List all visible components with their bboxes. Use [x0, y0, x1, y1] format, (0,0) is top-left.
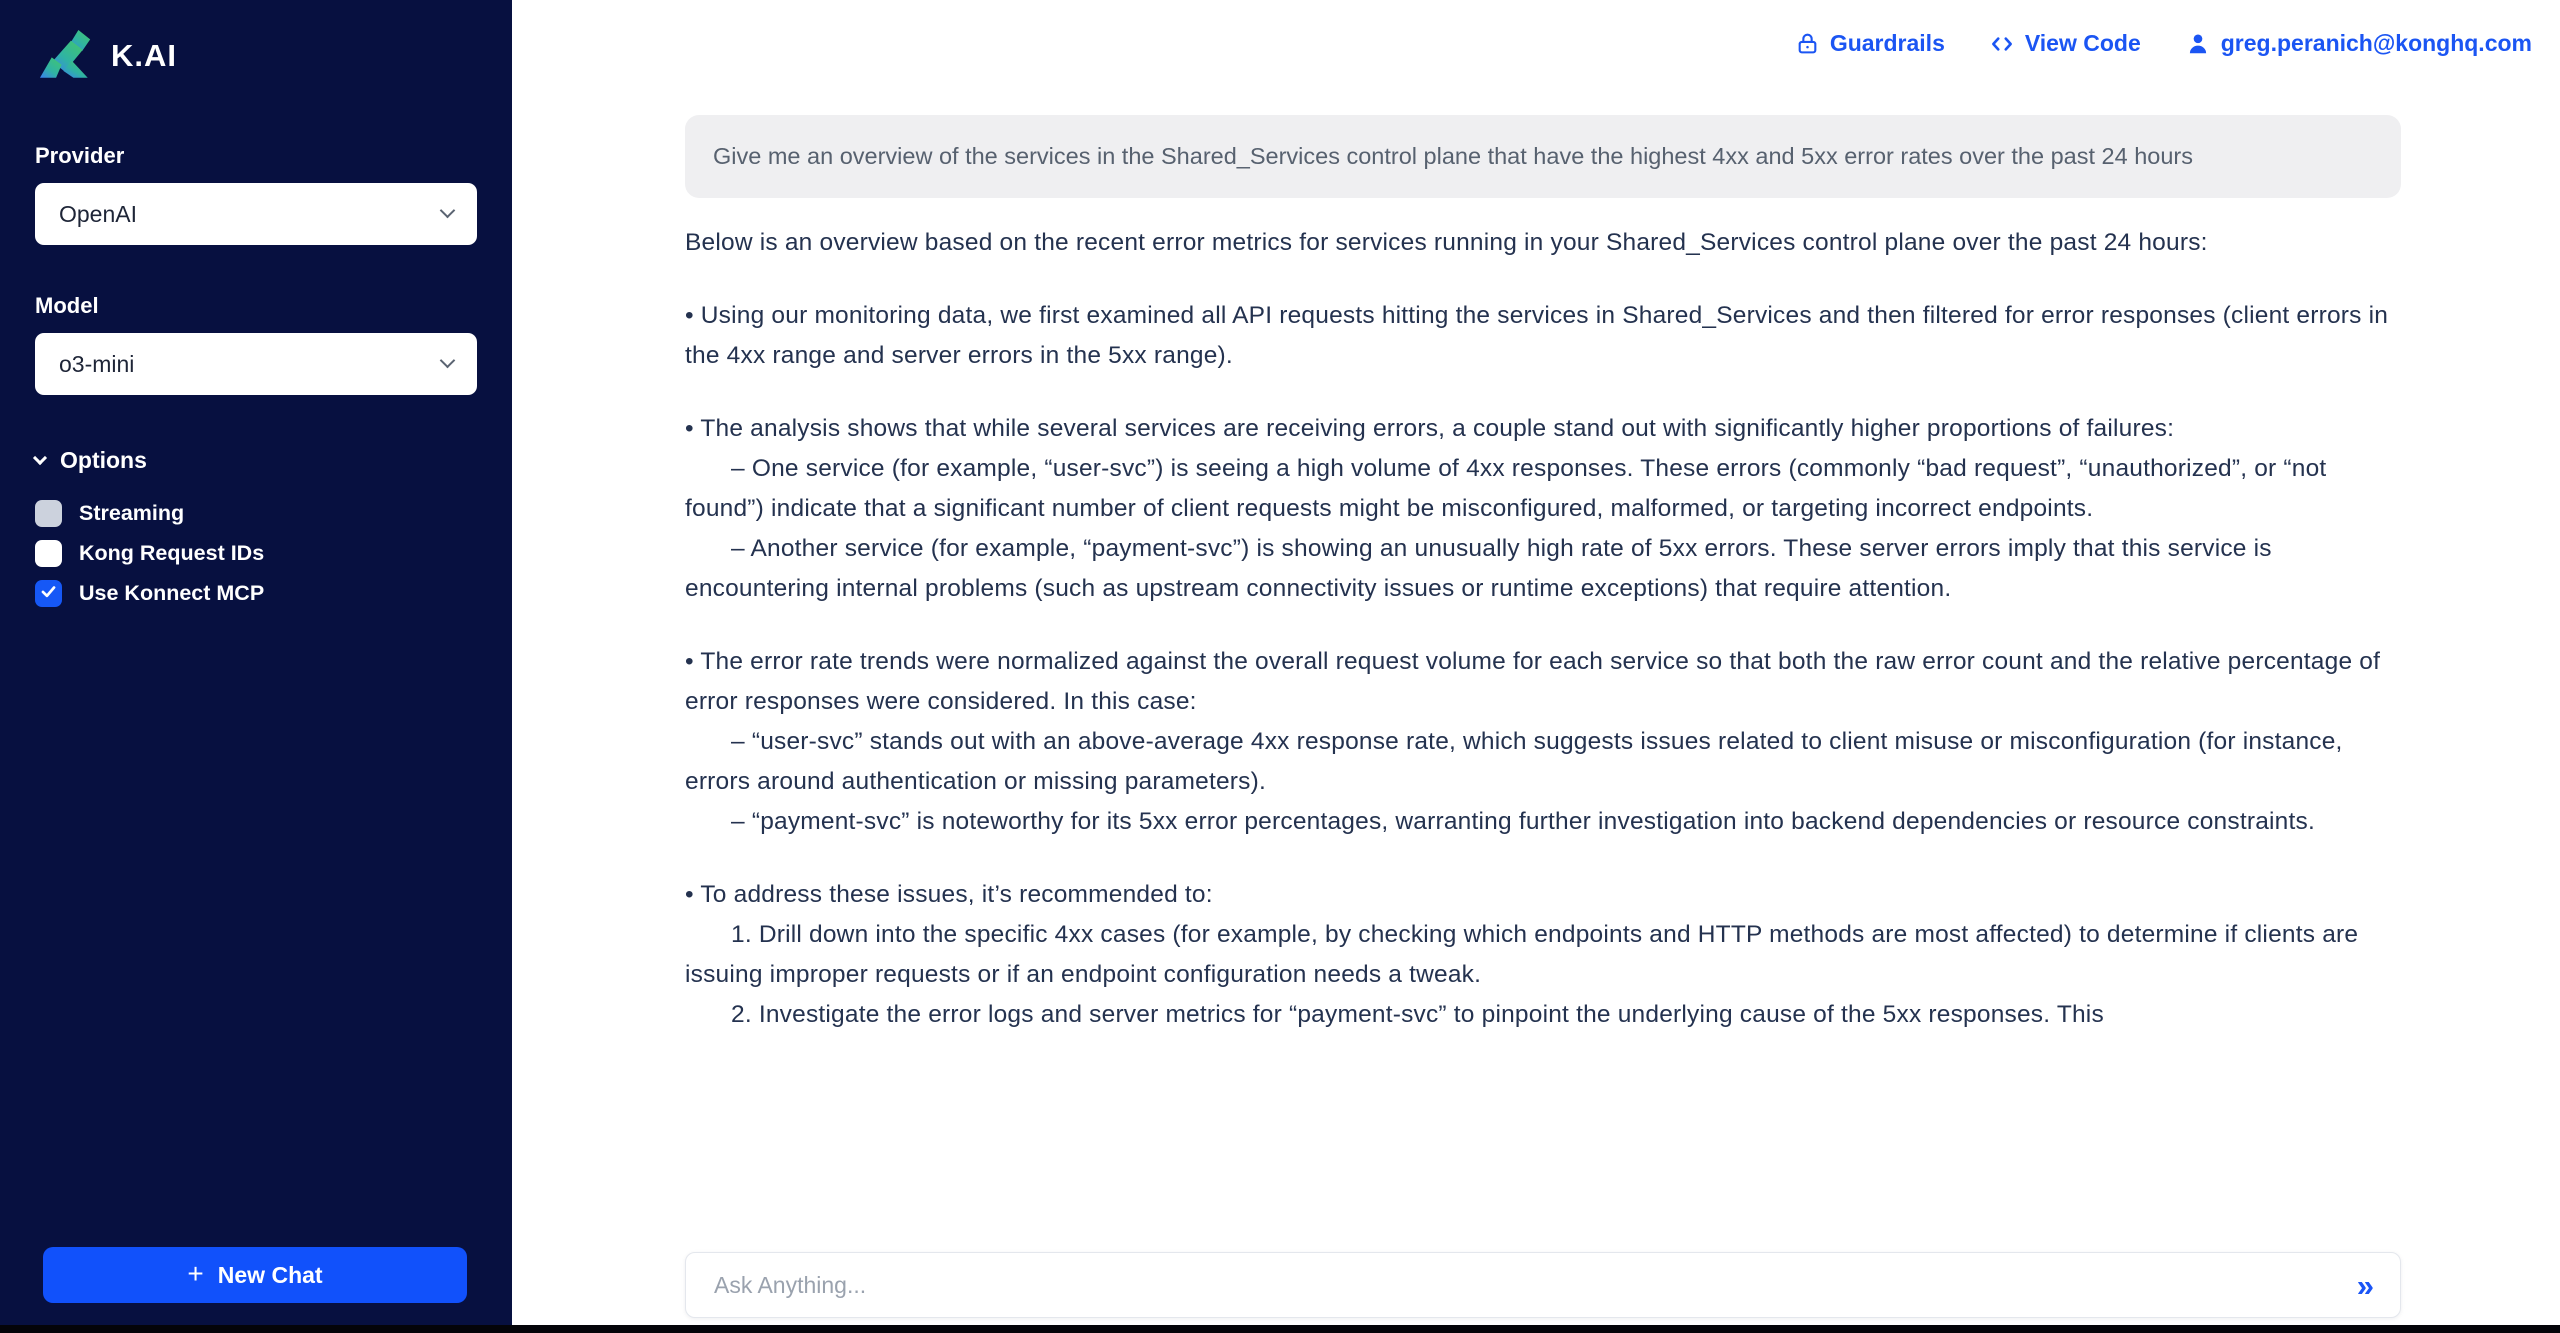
- app-logo: [35, 0, 477, 89]
- top-bar: [1795, 30, 2532, 57]
- view-code-link[interactable]: [1989, 30, 2141, 57]
- chevron-down-icon: [440, 353, 456, 369]
- response-paragraph: – One service (for example, “user-svc”) is seeing a high volume of 4xx responses. These errors (commonly “bad request”, “unauthorized”, or “not found”) indicate that a significant number of client requests might be misconfigured, malformed, or targeting incorrect endpoints.: [685, 455, 2327, 522]
- new-chat-label: New Chat: [217, 1261, 323, 1288]
- response-paragraph: • The analysis shows that while several services are receiving errors, a couple stand out with significantly higher proportions of failures:: [685, 415, 2175, 442]
- options-label: Options: [60, 447, 147, 473]
- use-konnect-mcp-label: Use Konnect MCP: [79, 581, 265, 605]
- model-select[interactable]: [35, 333, 477, 395]
- chat-input[interactable]: [712, 1271, 2357, 1300]
- chevron-down-icon: [33, 451, 47, 465]
- streaming-checkbox[interactable]: [35, 500, 62, 527]
- send-icon[interactable]: »: [2356, 1267, 2374, 1303]
- new-chat-button[interactable]: [43, 1247, 467, 1303]
- chevron-down-icon: [440, 203, 456, 219]
- kong-request-ids-label: Kong Request IDs: [79, 541, 265, 565]
- response-paragraph: – “user-svc” stands out with an above-average 4xx response rate, which suggests issues related to client misuse or misconfiguration (for instance, errors around authentication or missing parameters).: [685, 728, 2343, 795]
- use-konnect-mcp-checkbox[interactable]: [35, 580, 62, 607]
- response-paragraph: – “payment-svc” is noteworthy for its 5xx error percentages, warranting further investigation into backend dependencies or resource constraints.: [731, 808, 2315, 835]
- code-icon: [1989, 31, 2015, 57]
- option-row-streaming: [35, 500, 477, 527]
- guardrails-label: Guardrails: [1829, 30, 1945, 56]
- response-paragraph: Below is an overview based on the recent error metrics for services running in your Shared_Services control plane over the past 24 hours:: [685, 229, 2208, 256]
- streaming-label: Streaming: [79, 501, 185, 525]
- response-paragraph: • Using our monitoring data, we first examined all API requests hitting the services in Shared_Services and then filtered for error responses (client errors in the 4xx range and server errors in the 5xx range).: [685, 302, 2389, 369]
- options-toggle[interactable]: [35, 447, 477, 474]
- user-message: Give me an overview of the services in the Shared_Services control plane that have the highest 4xx and 5xx error rates over the past 24 hours: [685, 115, 2401, 198]
- plus-icon: +: [187, 1257, 204, 1289]
- response-paragraph: – Another service (for example, “payment-svc”) is showing an unusually high rate of 5xx errors. These server errors imply that this service is encountering internal problems (such as upstream connectivity issues or runtime exceptions) that require attention.: [685, 535, 2272, 602]
- lock-icon: [1795, 31, 1820, 56]
- response-paragraph: 2. Investigate the error logs and server metrics for “payment-svc” to pinpoint the underlying cause of the 5xx responses. This: [731, 1001, 2104, 1028]
- chat-scroll-area[interactable]: [512, 0, 2560, 1230]
- check-icon: [39, 582, 58, 606]
- kong-request-ids-checkbox[interactable]: [35, 540, 62, 567]
- response-paragraph: • To address these issues, it’s recommended to:: [685, 881, 1213, 908]
- provider-label: Provider: [35, 143, 125, 168]
- provider-value: OpenAI: [59, 200, 137, 227]
- response-paragraph: 1. Drill down into the specific 4xx cases (for example, by checking which endpoints and HTTP methods are most affected) to determine if clients are issuing improper requests or if an endpoint configuration needs a tweak.: [685, 921, 2359, 988]
- assistant-message: [685, 223, 2401, 1035]
- bottom-edge-bar: [0, 1325, 2560, 1333]
- kong-logo-icon: [35, 22, 97, 89]
- guardrails-link[interactable]: [1795, 30, 1945, 57]
- provider-select[interactable]: [35, 183, 477, 245]
- account-email: greg.peranich@konghq.com: [2220, 30, 2532, 56]
- model-label: Model: [35, 293, 99, 318]
- option-row-kong-request-ids: [35, 540, 477, 567]
- option-row-use-konnect-mcp: [35, 580, 477, 607]
- app-title: K.AI: [111, 37, 177, 73]
- account-menu[interactable]: [2185, 30, 2532, 57]
- composer: [685, 1252, 2401, 1318]
- main-area: [512, 0, 2560, 1333]
- view-code-label: View Code: [2024, 30, 2141, 56]
- user-icon: [2185, 31, 2211, 57]
- response-paragraph: • The error rate trends were normalized against the overall request volume for each service so that both the raw error count and the relative percentage of error responses were considered. In this case:: [685, 648, 2381, 715]
- sidebar: [0, 0, 512, 1333]
- model-value: o3-mini: [59, 350, 135, 377]
